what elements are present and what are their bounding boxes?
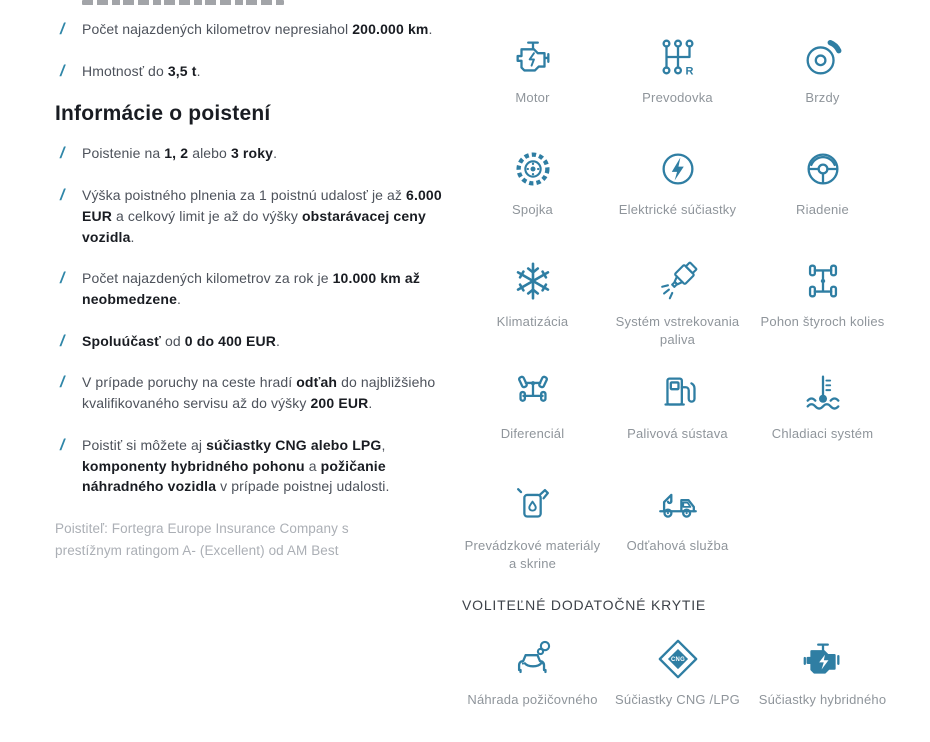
engine-icon [510,28,556,80]
coverage-item-label: Klimatizácia [496,314,569,329]
coverage-item [750,140,895,252]
bullet-item [55,372,461,413]
coverage-item [460,476,605,588]
text-segment: , [381,436,386,453]
insurance-details-list [55,143,461,497]
bullet-item [55,143,461,164]
coverage-item-label: Systém vstrekovania paliva [615,314,740,347]
text-segment: Poistiť si môžete aj [82,436,207,453]
clutch-icon [510,140,556,192]
bullet-slash-icon: / [60,436,65,454]
tow-truck-icon [655,476,701,528]
coverage-item-label: Elektrické súčiastky [618,202,737,217]
coolant-icon [800,364,846,416]
bullet-item [55,185,461,247]
coverage-item-label: Palivová sústava [627,426,728,441]
coverage-item-label: Pohon štyroch kolies [760,314,885,329]
text-segment: 6.000 EUR [82,187,442,224]
text-segment: obstarávacej ceny vozidla [82,207,426,245]
coverage-item [605,252,750,364]
coverage-item-label: Chladiaci systém [771,426,874,441]
text-segment: od [161,332,185,349]
text-segment: . [428,21,433,37]
coverage-item-label: Prevádzkové materiály a skrine [464,538,601,571]
text-segment: Počet najazdených kilometrov za rok je [82,270,333,287]
bullet-slash-icon: / [60,21,65,38]
coverage-item [460,364,605,476]
coverage-item [750,364,895,476]
injector-icon [655,252,701,304]
text-segment: Hmotnosť do [82,62,168,79]
coverage-item [605,630,750,742]
text-segment: Poistenie na [82,145,165,162]
coverage-item [605,28,750,140]
text-segment: v prípade poistnej udalosti. [216,478,390,495]
text-segment: . [273,145,278,162]
bullet-item [55,268,461,309]
text-segment: Spoluúčasť [82,332,161,349]
text-segment: a celkový limit je až do výšky [112,207,302,224]
steering-icon [800,140,846,192]
text-segment: 10.000 km až neobmedzene [82,270,420,308]
text-segment: alebo [188,145,231,162]
optional-coverage-title: VOLITEĽNÉ DODATOČNÉ KRYTIE [462,597,707,613]
text-segment: 0 do 400 EUR [184,332,277,349]
awd-icon [800,252,846,304]
coverage-grid [460,28,900,588]
bullet-slash-icon: / [60,145,65,163]
text-segment: do najbližšieho kvalifikovaného servisu až do výšky [82,374,436,412]
bullet-item [55,435,461,497]
coverage-item [605,364,750,476]
bullet-item [55,61,461,82]
bullet-slash-icon: / [60,270,65,288]
coverage-item-label: Prevodovka [642,90,713,105]
text-segment: . [276,332,281,349]
coverage-item [750,28,895,140]
text-segment: . [196,62,201,79]
conditions-list [55,19,461,81]
text-segment: odťah [296,374,338,391]
coverage-item [460,28,605,140]
gearbox-icon [655,28,701,80]
insurer-note: Poistiteľ: Fortegra Europe Insurance Company s prestížnym ratingom A- (Excellent) od AM Best [55,521,349,559]
coverage-section [460,28,900,742]
text-segment: . [130,228,135,245]
oil-canister-icon [510,476,556,528]
hybrid-engine-icon [800,630,846,682]
section-title: Informácie o poistení [55,102,271,126]
text-segment: . [368,395,373,412]
brake-icon [800,28,846,80]
text-segment: 1, 2 [164,145,189,162]
coverage-item [750,630,895,742]
text-segment: súčiastky CNG alebo LPG [206,436,382,453]
text-segment: . [177,291,182,308]
coverage-item-label: Spojka [512,202,553,217]
coverage-item-label: Brzdy [805,90,840,105]
cng-icon [655,630,701,682]
snowflake-icon [510,252,556,304]
bullet-item [55,19,461,40]
coverage-item [605,140,750,252]
coverage-item-label: Motor [515,90,550,105]
bullet-slash-icon: / [60,332,65,350]
text-segment: Počet najazdených kilometrov nepresiahol [82,21,353,37]
bullet-slash-icon: / [60,374,65,392]
car-key-icon [510,630,556,682]
text-segment: 3 roky [230,145,274,162]
bullet-item [55,331,461,352]
coverage-item-label: Náhrada požičovného [467,692,598,707]
coverage-item [460,140,605,252]
coverage-item-label: Odťahová služba [626,538,729,553]
fuel-pump-icon [655,364,701,416]
coverage-item [750,252,895,364]
left-column [55,0,461,563]
coverage-item-label: Diferenciál [500,426,565,441]
differential-icon [510,364,556,416]
text-segment: a [304,457,321,474]
coverage-item [460,252,605,364]
text-segment: požičanie náhradného vozidla [82,457,386,495]
text-segment: 3,5 t [167,62,197,79]
clipped-heading-remnant [82,0,284,5]
text-segment: Výška poistného plnenia za 1 poistnú udalosť je až [82,187,407,204]
coverage-item [605,476,750,588]
coverage-item-label: Súčiastky CNG /LPG [615,692,740,707]
coverage-item-label: Súčiastky hybridného [758,692,887,707]
text-segment: 200 EUR [310,395,369,412]
electric-icon [655,140,701,192]
coverage-item [460,630,605,742]
optional-coverage-grid [460,630,900,742]
text-segment: komponenty hybridného pohonu [82,457,305,474]
text-segment: V prípade poruchy na ceste hradí [82,374,297,391]
text-segment: 200.000 km [352,21,429,37]
bullet-slash-icon: / [60,62,65,80]
coverage-item-label: Riadenie [796,202,849,217]
bullet-slash-icon: / [60,187,65,205]
